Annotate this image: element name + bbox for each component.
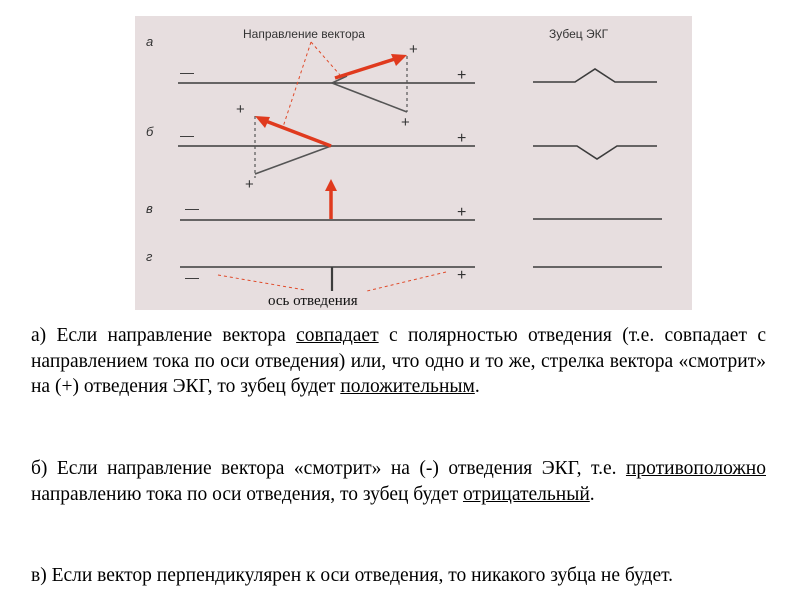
- paragraph-a-end: .: [474, 376, 480, 397]
- plus-sign-v: +: [457, 204, 467, 221]
- minus-sign-a: —: [180, 64, 194, 80]
- paragraph-b-part2: направлению тока по оси отведения, то зубец будет: [31, 483, 463, 505]
- paragraph-b-underline-negative: отрицательный: [462, 483, 590, 505]
- row-label-g: г: [146, 249, 153, 264]
- row-label-b: б: [146, 124, 154, 139]
- paragraph-a-underline-coincides: совпадает: [296, 325, 379, 346]
- plus-sign-a-bottom: +: [401, 114, 410, 131]
- paragraph-b: [31, 456, 766, 507]
- minus-sign-b: —: [180, 127, 194, 143]
- minus-sign-v: —: [185, 200, 199, 216]
- paragraph-v: в) Если вектор перпендикулярен к оси отведения, то никакого зубца не будет.: [31, 565, 674, 586]
- paragraph-a-part2: с полярностью отведения (т.е. совпадает с направлением тока по оси отведения) или, что одно и то же, стрелка вектора «смотрит» на (+) отведения ЭКГ, то зубец будет: [31, 325, 766, 397]
- plus-sign-b-top: +: [236, 101, 245, 118]
- paragraph-b-end: .: [589, 483, 595, 505]
- title-ecg-wave: Зубец ЭКГ: [549, 27, 609, 41]
- plus-sign-b-bottom: +: [245, 176, 254, 193]
- paragraph-b-part1: б) Если направление вектора «смотрит» на (-) отведения ЭКГ, т.е.: [31, 458, 626, 479]
- plus-sign-g: +: [457, 267, 467, 284]
- plus-sign-b: +: [457, 130, 467, 147]
- row-label-v: в: [146, 201, 153, 216]
- figure-canvas: [135, 16, 692, 310]
- paragraph-b-underline-opposite: противоположно: [625, 458, 766, 479]
- title-vector-direction: Направление вектора: [243, 27, 365, 41]
- row-label-a: а: [146, 34, 154, 49]
- plus-sign-a: +: [457, 67, 467, 84]
- vector-ecg-figure: [135, 16, 692, 310]
- paragraph-a-part1: а) Если направление вектора: [31, 325, 297, 346]
- axis-caption: ось отведения: [268, 293, 358, 309]
- paragraph-a: [31, 323, 766, 400]
- figure-background: [135, 16, 692, 310]
- paragraph-a-underline-positive: положительным: [340, 376, 475, 397]
- minus-sign-g: —: [185, 269, 199, 285]
- plus-sign-a-top: +: [409, 41, 418, 58]
